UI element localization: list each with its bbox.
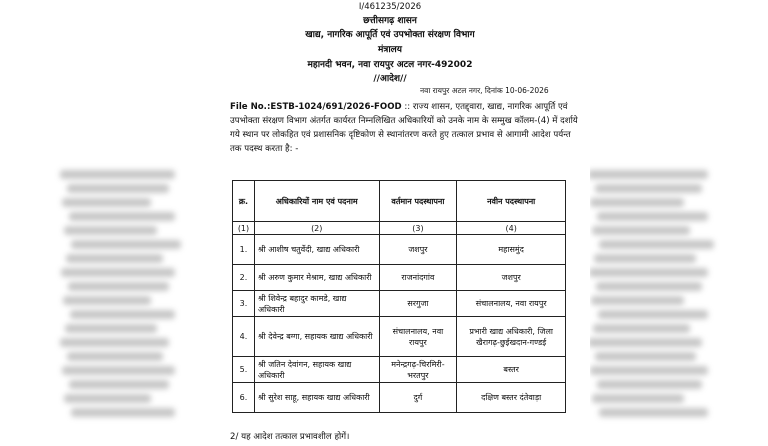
place-date: नवा रायपुर अटल नगर, दिनांक 10-06-2026	[420, 86, 549, 95]
cell-officer-name: श्री सुरेश साहू, सहायक खाद्य अधिकारी	[254, 383, 379, 413]
blurred-text-line	[63, 296, 151, 305]
blurred-text-line	[68, 282, 169, 291]
blurred-text-line	[591, 296, 684, 305]
cell-new-posting: बस्तर	[457, 357, 566, 383]
blurred-text-line	[598, 310, 708, 319]
header-current-posting: वर्तमान पदस्थापना	[379, 181, 457, 222]
order-paragraph	[230, 100, 582, 156]
blurred-text-line	[594, 254, 696, 263]
order-document	[190, 0, 590, 446]
blurred-background-right	[588, 0, 718, 446]
header-new-posting: नवीन पदस्थापना	[457, 181, 566, 222]
blurred-text-line	[599, 408, 708, 417]
table-row	[233, 265, 566, 291]
blurred-text-line	[593, 324, 690, 333]
cell-serial: 3.	[233, 291, 255, 317]
blurred-text-line	[592, 226, 690, 235]
table-row	[233, 383, 566, 413]
cell-serial: 6.	[233, 383, 255, 413]
government-name: छत्तीसगढ़ शासन	[363, 16, 417, 26]
cell-officer-name: श्री जतिन देवांगन, सहायक खाद्य अधिकारी	[254, 357, 379, 383]
reference-number: I/461235/2026	[358, 2, 422, 12]
blurred-text-line	[597, 212, 708, 221]
blurred-text-line	[596, 282, 702, 291]
blurred-text-line	[64, 394, 151, 403]
table-row	[233, 235, 566, 265]
cell-current-posting: सरगुजा	[379, 291, 457, 317]
blurred-text-line	[67, 184, 169, 193]
office-address: महानदी भवन, नवा रायपुर अटल नगर-492002	[307, 60, 473, 70]
cell-serial: 5.	[233, 357, 255, 383]
blurred-text-line	[590, 198, 684, 207]
blurred-text-line	[67, 352, 163, 361]
footer-line: 2/ यह आदेश तत्काल प्रभावशील होगें।	[230, 432, 350, 442]
blurred-text-line	[597, 380, 702, 389]
cell-officer-name: श्री अरुण कुमार मेश्राम, खाद्य अधिकारी	[254, 265, 379, 291]
cell-current-posting: मनेन्द्रगढ़-चिरमिरी-भरतपुर	[379, 357, 457, 383]
column-number-row	[233, 222, 566, 235]
blurred-text-line	[60, 338, 169, 347]
blurred-text-line	[70, 310, 175, 319]
cell-new-posting: संचालनालय, नवा रायपुर	[457, 291, 566, 317]
blurred-text-line	[592, 394, 684, 403]
cell-current-posting: संचालनालय, नवा रायपुर	[379, 317, 457, 357]
blurred-text-line	[588, 170, 708, 179]
file-number: File No.:ESTB-1024/691/2026-FOOD	[230, 102, 402, 112]
cell-current-posting: जशपुर	[379, 235, 457, 265]
col-num-3: (3)	[379, 222, 457, 235]
cell-new-posting: दक्षिण बस्तर दंतेवाड़ा	[457, 383, 566, 413]
blurred-text-line	[66, 254, 163, 263]
cell-current-posting: दुर्ग	[379, 383, 457, 413]
cell-officer-name: श्री आशीष चतुर्वेदी, खाद्य अधिकारी	[254, 235, 379, 265]
blurred-background-left	[60, 0, 185, 446]
header-name: अधिकारियों नाम एवं पदनाम	[254, 181, 379, 222]
col-num-4: (4)	[457, 222, 566, 235]
order-heading: //आदेश//	[373, 74, 407, 84]
blurred-text-line	[60, 170, 175, 179]
cell-officer-name: श्री देवेन्द्र बग्गा, सहायक खाद्य अधिकारी	[254, 317, 379, 357]
cell-new-posting: जशपुर	[457, 265, 566, 291]
blurred-text-line	[595, 352, 696, 361]
blurred-text-line	[61, 268, 175, 277]
table-row	[233, 291, 566, 317]
blurred-text-line	[71, 240, 181, 249]
cell-serial: 2.	[233, 265, 255, 291]
blurred-text-line	[595, 184, 702, 193]
blurred-text-line	[71, 408, 175, 417]
cell-new-posting: महासमुंद	[457, 235, 566, 265]
blurred-text-line	[599, 240, 714, 249]
table-row	[233, 317, 566, 357]
cell-current-posting: राजनांदगांव	[379, 265, 457, 291]
cell-serial: 4.	[233, 317, 255, 357]
table-header-row	[233, 181, 566, 222]
blurred-text-line	[69, 212, 175, 221]
blurred-text-line	[65, 324, 157, 333]
cell-new-posting: प्रभारी खाद्य अधिकारी, जिला खैरागढ़-छुईखदान-गण्डई	[457, 317, 566, 357]
cell-officer-name: श्री शिवेन्द्र बहादुर कामडे, खाद्य अधिकारी	[254, 291, 379, 317]
blurred-text-line	[588, 338, 702, 347]
department-name: खाद्य, नागरिक आपूर्ति एवं उपभोक्ता संरक्षण विभाग	[305, 30, 475, 40]
blurred-text-line	[589, 268, 708, 277]
blurred-text-line	[590, 366, 708, 375]
order-text: :: राज्य शासन, एतद्द्वारा, खाद्य, नागरिक आपूर्ति एवं उपभोक्ता संरक्षण विभाग अंतर्गत कार्यरत निम्नलिखित अधिकारियों को उनके नाम के सम्मुख कॉलम-(4) में दर्शाये गये स्थान पर लोकहित एवं प्रशासनिक दृष्टिकोण से स्थानांतरण करते हुए तत्काल प्रभाव से आगामी आदेश पर्यन्त तक पदस्थ करता है: -	[230, 102, 578, 154]
cell-serial: 1.	[233, 235, 255, 265]
col-num-2: (2)	[254, 222, 379, 235]
blurred-text-line	[69, 380, 169, 389]
ministry-name: मंत्रालय	[377, 45, 402, 55]
blurred-text-line	[64, 226, 157, 235]
header-serial: क्र.	[233, 181, 255, 222]
col-num-1: (1)	[233, 222, 255, 235]
blurred-text-line	[62, 366, 175, 375]
table-row	[233, 357, 566, 383]
transfer-table	[232, 180, 566, 413]
blurred-text-line	[62, 198, 151, 207]
